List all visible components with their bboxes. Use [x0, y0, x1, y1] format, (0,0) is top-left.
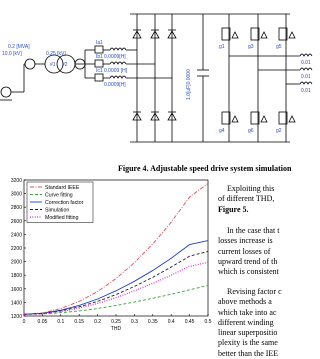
legend-label: Curve fitting — [45, 192, 73, 199]
y-tick-label: 2200 — [10, 246, 22, 252]
winding-2-label: #2 — [62, 62, 68, 68]
series-line-simulation — [24, 251, 208, 314]
x-tick-label: 0.45 — [184, 319, 195, 325]
output-label-3: 0.01 — [301, 88, 311, 94]
y-tick-label: 2600 — [10, 218, 22, 225]
figure-caption: Figure 4. Adjustable speed drive system simulation — [118, 164, 292, 173]
paragraph-line: plexity is the same — [218, 338, 278, 348]
y-tick-label: 1600 — [10, 286, 22, 293]
gate-label-g6: g6 — [248, 128, 254, 134]
winding-1-label: #1 — [50, 62, 56, 68]
paragraph-line: Figure 5. — [218, 204, 249, 214]
paragraph-line: different winding — [218, 317, 274, 327]
output-label-2: 0.01 — [301, 74, 311, 80]
legend-label: Simulation — [45, 207, 70, 214]
inductor-2-label: 0.0009 [H] — [104, 68, 128, 74]
y-tick-label: 1800 — [10, 273, 22, 280]
x-tick-label: 0.25 — [111, 319, 121, 325]
series-line-modified-fitting — [24, 262, 208, 314]
x-tick-label: 0.2 — [94, 319, 102, 325]
y-tick-label: 3000 — [10, 191, 22, 198]
capacitor-label: 1.0[uF]0.0000 — [186, 69, 192, 100]
output-label-1: 0.01 — [301, 60, 311, 66]
paragraph-line: current losses of — [218, 246, 271, 256]
y-tick-label: 1400 — [10, 300, 22, 307]
meter-ic-label: Ic1 — [96, 68, 103, 74]
legend-label: Standard IEEE — [45, 185, 80, 191]
x-tick-label: 0.3 — [130, 319, 138, 325]
paragraph-line: which is consistent — [218, 267, 279, 277]
circuit-diagram — [0, 0, 314, 162]
x-tick-label: 0 — [22, 319, 26, 325]
paragraph-3 — [218, 287, 314, 359]
x-tick-label: 0.1 — [57, 319, 65, 325]
paragraph-line: Revising factor c — [227, 287, 282, 296]
x-tick-label: 0.05 — [37, 319, 48, 325]
series-line-curve-fitting — [24, 285, 208, 314]
source-power-label: 0.2 [MVA] — [8, 44, 30, 50]
y-tick-label: 2800 — [10, 205, 22, 212]
gate-label-g2: g2 — [276, 128, 282, 134]
meter-ib-label: Ib1 — [96, 54, 103, 60]
paragraph-line: Exploiting this — [227, 184, 275, 193]
y-tick-label: 3200 — [10, 178, 22, 184]
legend-label: Correction factor — [45, 200, 84, 206]
x-tick-label: 0.5 — [204, 319, 212, 325]
gate-label-g1: g1 — [219, 44, 225, 50]
paragraph-1 — [218, 184, 314, 215]
gate-label-g4: g4 — [219, 128, 225, 134]
y-tick-label: 2000 — [10, 259, 22, 266]
x-tick-label: 0.15 — [74, 319, 85, 325]
inductor-3-label: 0.0009[H] — [104, 82, 126, 88]
paragraph-line: which take into ac — [218, 307, 277, 317]
x-tick-label: 0.35 — [147, 319, 158, 325]
series-line-correction-factor — [24, 241, 208, 315]
inductor-1-label: 0.0009[H] — [104, 54, 126, 60]
gate-label-g5: g5 — [276, 44, 282, 50]
x-tick-label: 0.4 — [167, 319, 175, 325]
source-voltage-label: 10.0 [kV] — [2, 51, 22, 57]
paragraph-line: upward trend of th — [218, 256, 278, 266]
paragraph-2 — [218, 226, 314, 277]
x-axis-label: THD — [110, 326, 122, 332]
paragraph-line: linear superpositio — [218, 328, 278, 338]
thd-losses-chart — [0, 176, 216, 336]
gate-label-g3: g3 — [248, 44, 254, 50]
legend-label: Modified fitting — [45, 215, 79, 221]
paragraph-line: better than the IEE — [218, 348, 279, 358]
paragraph-line: losses increase is — [218, 236, 273, 246]
paragraph-line: In the case that t — [227, 226, 280, 235]
y-tick-label: 2400 — [10, 232, 22, 239]
secondary-voltage-label: 0.25 [kV] — [46, 51, 66, 57]
y-tick-label: 1200 — [10, 314, 22, 320]
meter-ia-label: Ia1 — [96, 40, 103, 46]
paragraph-line: of different THD, — [218, 194, 275, 204]
chart-legend — [27, 182, 93, 223]
paragraph-line: above methods a — [218, 297, 272, 307]
